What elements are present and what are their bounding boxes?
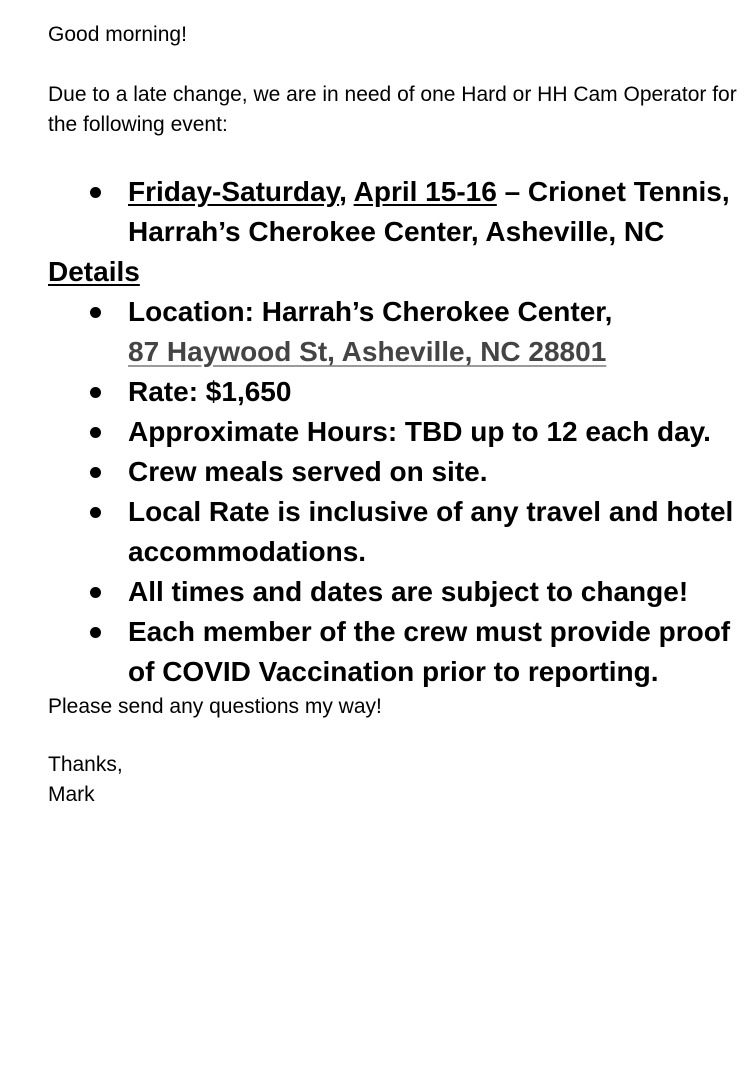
details-heading: Details	[48, 256, 140, 287]
email-body	[48, 20, 738, 810]
details-item-text: All times and dates are subject to change!	[128, 576, 689, 607]
details-item	[48, 412, 738, 452]
closing-line: Please send any questions my way!	[48, 695, 382, 718]
details-item	[48, 452, 738, 492]
bullet-icon	[90, 387, 101, 398]
intro-paragraph: Due to a late change, we are in need of one Hard or HH Cam Operator for the following event:	[48, 83, 737, 136]
details-item	[48, 612, 738, 692]
details-item-text: Local Rate is inclusive of any travel and hotel accommodations.	[128, 496, 734, 567]
bullet-icon	[90, 307, 101, 318]
greeting: Good morning!	[48, 23, 187, 46]
bullet-icon	[90, 467, 101, 478]
event-separator: ,	[339, 176, 354, 207]
event-list	[48, 172, 738, 252]
event-description: – Crionet Tennis, Harrah’s Cherokee Center, Asheville, NC	[128, 176, 730, 247]
event-item	[48, 172, 738, 252]
bullet-icon	[90, 587, 101, 598]
bullet-icon	[90, 427, 101, 438]
location-label: Location: Harrah’s Cherokee Center,	[128, 296, 613, 327]
details-item-text: Approximate Hours: TBD up to 12 each day.	[128, 416, 711, 447]
address-link[interactable]: 87 Haywood St, Asheville, NC 28801	[128, 336, 607, 367]
event-dates: April 15-16	[353, 176, 497, 207]
details-item	[48, 372, 738, 412]
event-days: Friday-Saturday	[128, 176, 340, 207]
signature: Mark	[48, 783, 95, 806]
bullet-icon	[90, 187, 101, 198]
signoff: Thanks,	[48, 753, 123, 776]
details-list	[48, 292, 738, 692]
details-item-text: Rate: $1,650	[128, 376, 292, 407]
details-item	[48, 492, 738, 572]
details-item	[48, 572, 738, 612]
details-item-text: Crew meals served on site.	[128, 456, 488, 487]
bullet-icon	[90, 627, 101, 638]
details-item-text: Each member of the crew must provide proof of COVID Vaccination prior to reporting.	[128, 616, 731, 687]
bullet-icon	[90, 507, 101, 518]
details-item-location	[48, 292, 738, 372]
